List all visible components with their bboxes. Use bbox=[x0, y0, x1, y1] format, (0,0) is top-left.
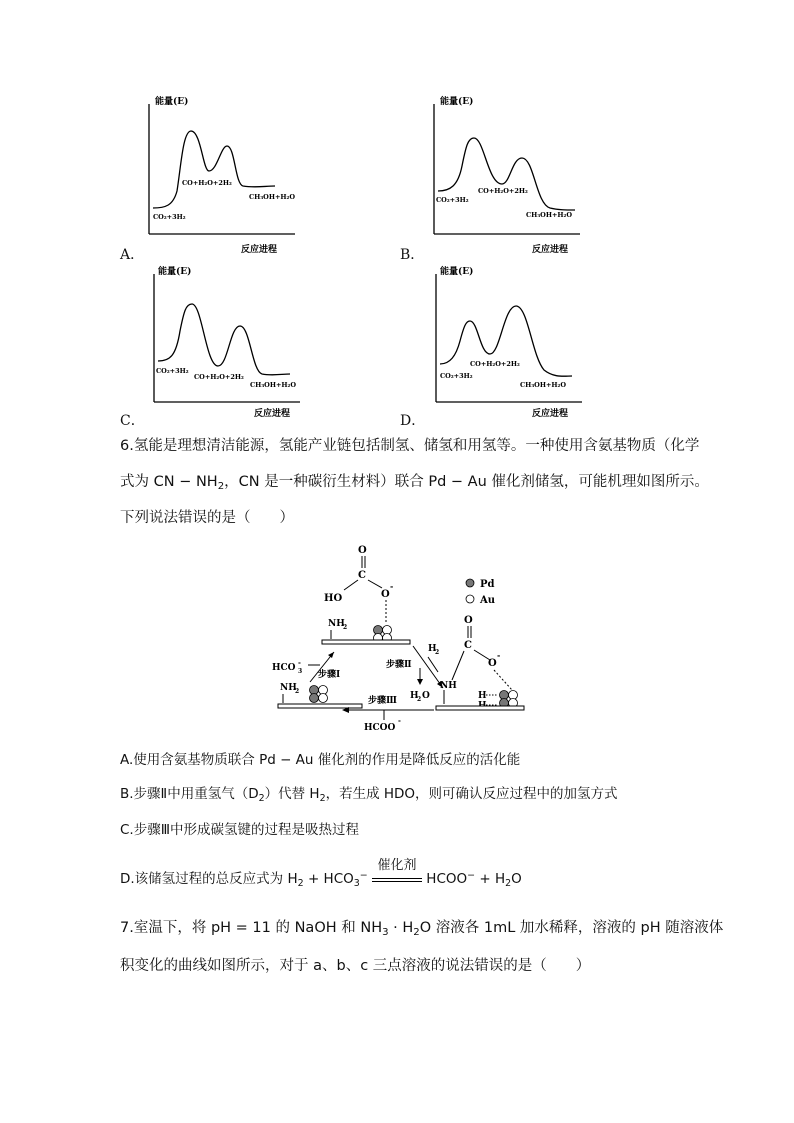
hco3-label: HCO bbox=[272, 663, 296, 673]
product-label: CH₃OH+H₂O bbox=[526, 211, 573, 219]
h-atom: H bbox=[478, 691, 487, 701]
q6-option-d-part5: O bbox=[511, 871, 522, 887]
option-letter-d: D． bbox=[400, 413, 426, 429]
reactant-label: CO₂+3H₂ bbox=[440, 372, 473, 380]
svg-text:-: - bbox=[390, 581, 394, 591]
q6-option-c: C.步骤Ⅲ中形成碳氢键的过程是吸热过程 bbox=[120, 822, 360, 838]
atom-c: C bbox=[464, 640, 472, 651]
legend-pd: Pd bbox=[480, 579, 495, 590]
svg-text:2: 2 bbox=[295, 688, 300, 695]
q6-option-d-part4: + H bbox=[475, 871, 506, 887]
q6-option-b: B.步骤Ⅱ中用重氢气$(D_2)$代替 $H_2$，若生成 HDO，则可确认反应过程中的加氢方式 bbox=[120, 786, 618, 804]
h2-label: H bbox=[428, 644, 437, 654]
q6-option-d-part2: + HCO bbox=[303, 871, 354, 887]
option-letter-c: C． bbox=[120, 413, 145, 429]
svg-text:2: 2 bbox=[343, 624, 348, 631]
xlabel: 反应进程 bbox=[241, 245, 278, 255]
atom-o: O bbox=[358, 545, 367, 556]
energy-plot-b bbox=[430, 96, 590, 255]
q6-line-3: 下列说法错误的是（ ） bbox=[120, 510, 294, 526]
ylabel: 能量(E) bbox=[155, 97, 189, 107]
xlabel: 反应进程 bbox=[254, 409, 291, 419]
q7-line-1: 7.室温下，将 pH = 11 的 NaOH 和 $NH_3 \cdot H_2O$ 溶液各 1mL 加水稀释，溶液的 pH 随溶液体 bbox=[120, 920, 724, 938]
ylabel: 能量(E) bbox=[158, 267, 192, 277]
product-label: CH₃OH+H₂O bbox=[250, 381, 297, 389]
atom-o: O bbox=[464, 615, 473, 626]
energy-plot-a bbox=[145, 96, 305, 255]
svg-text:O: O bbox=[422, 691, 430, 701]
q7-line-1-part2: · H bbox=[388, 920, 414, 936]
svg-text:-: - bbox=[298, 658, 301, 667]
q6-option-b-part3: ，若生成 HDO，则可确认反应过程中的加氢方式 bbox=[325, 786, 618, 802]
catalyst-arrow bbox=[372, 858, 422, 882]
q7-line-2: 积变化的曲线如图所示，对于 a、b、c 三点溶液的说法错误的是（ ） bbox=[120, 958, 591, 974]
legend-au: Au bbox=[480, 595, 496, 606]
q6-option-b-part1: B.步骤Ⅱ中用重氢气（D bbox=[120, 786, 259, 802]
svg-text:2: 2 bbox=[417, 696, 422, 703]
energy-plot-d-svg bbox=[432, 266, 592, 419]
mechanism-diagram bbox=[268, 540, 530, 735]
q6-line-1: 6.氢能是理想清洁能源，氢能产业链包括制氢、储氢和用氢等。一种使用含氨基物质（化学 bbox=[120, 438, 700, 454]
intermediate-label: CO+H₂O+2H₂ bbox=[194, 373, 244, 381]
xlabel: 反应进程 bbox=[532, 245, 569, 255]
product-label: CH₃OH+H₂O bbox=[520, 381, 567, 389]
intermediate-label: CO+H₂O+2H₂ bbox=[478, 187, 528, 195]
reactant-label: CO₂+3H₂ bbox=[156, 367, 189, 375]
ylabel: 能量(E) bbox=[440, 267, 474, 277]
intermediate-label: CO+H₂O+2H₂ bbox=[182, 179, 232, 187]
atom-o-minus: O bbox=[381, 589, 390, 600]
step-1-label: 步骤Ⅰ bbox=[318, 670, 341, 680]
nh2-bottom: NH bbox=[280, 683, 297, 693]
nh2-top: NH bbox=[328, 619, 345, 629]
hydroxyl: HO bbox=[324, 593, 343, 604]
hcoo-label: HCOO bbox=[364, 723, 396, 733]
q6-formula: 式为 CN − NH bbox=[120, 474, 218, 490]
energy-plot-a-svg bbox=[145, 96, 305, 255]
q6-option-a: A.使用含氨基物质联合 Pd − Au 催化剂的作用是降低反应的活化能 bbox=[120, 752, 521, 768]
xlabel: 反应进程 bbox=[532, 409, 569, 419]
q6-option-b-part2: ）代替 H bbox=[264, 786, 320, 802]
q6-option-d: D.该储氢过程的总反应式为 $H_2 + HCO_3^-$ 催化剂 HCOO− + $H_2O$ bbox=[120, 858, 522, 889]
nh-label: NH bbox=[440, 681, 457, 691]
ylabel: 能量(E) bbox=[440, 97, 474, 107]
svg-text:2: 2 bbox=[435, 649, 440, 656]
option-letter-b: B． bbox=[400, 247, 425, 263]
mechanism-svg bbox=[268, 540, 530, 735]
reactant-label: CO₂+3H₂ bbox=[153, 213, 186, 221]
intermediate-label: CO+H₂O+2H₂ bbox=[470, 360, 520, 368]
atom-o-minus: O bbox=[488, 658, 497, 669]
q6-line-2-rest: ，CN 是一种碳衍生材料）联合 Pd − Au 催化剂储氢，可能机理如图所示。 bbox=[224, 474, 709, 490]
q7-line-1-part1: 7.室温下，将 pH = 11 的 NaOH 和 NH bbox=[120, 920, 383, 936]
svg-text:3: 3 bbox=[298, 668, 303, 675]
svg-text:-: - bbox=[398, 716, 401, 725]
step-3-label: 步骤Ⅲ bbox=[368, 696, 397, 706]
q6-option-d-part3: HCOO bbox=[426, 871, 468, 887]
energy-plot-c bbox=[150, 266, 310, 419]
svg-text:-: - bbox=[497, 650, 501, 660]
product-label: CH₃OH+H₂O bbox=[249, 193, 296, 201]
energy-plot-b-svg bbox=[430, 96, 590, 255]
h2o-label: H bbox=[410, 691, 419, 701]
catalyst-label: 催化剂 bbox=[377, 858, 417, 873]
q6-line-2: 式为 CN − $NH_2$，CN 是一种碳衍生材料）联合 Pd − Au 催化剂储氢，可能机理如图所示。 bbox=[120, 474, 709, 492]
atom-c: C bbox=[358, 570, 366, 581]
energy-plot-c-svg bbox=[150, 266, 310, 419]
q6-option-d-part1: D.该储氢过程的总反应式为 H bbox=[120, 871, 298, 887]
reactant-label: CO₂+3H₂ bbox=[436, 196, 469, 204]
energy-plot-d bbox=[432, 266, 592, 419]
q7-line-1-part3: O 溶液各 1mL 加水稀释，溶液的 pH 随溶液体 bbox=[419, 920, 724, 936]
step-2-label: 步骤Ⅱ bbox=[386, 660, 412, 670]
option-letter-a: A． bbox=[120, 247, 145, 263]
